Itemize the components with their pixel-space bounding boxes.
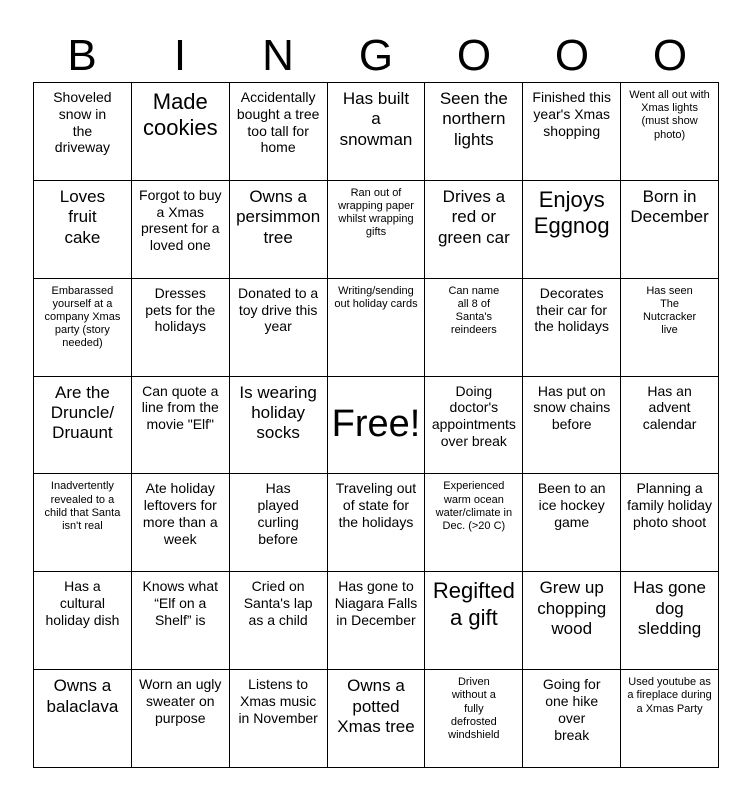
cell-text: Finished this year's Xmas shopping — [532, 89, 611, 139]
cell-text: Has a cultural holiday dish — [45, 578, 120, 628]
bingo-cell[interactable] — [328, 83, 426, 181]
bingo-cell[interactable] — [230, 670, 328, 768]
bingo-cell[interactable] — [34, 377, 132, 475]
bingo-cell[interactable] — [34, 83, 132, 181]
bingo-grid — [33, 82, 719, 768]
cell-text: Donated to a toy drive this year — [238, 284, 319, 335]
cell-text: Loves fruit cake — [59, 186, 106, 247]
free-space-label: Free! — [331, 403, 421, 446]
cell-text: Born in December — [630, 186, 709, 227]
cell-text: Knows what “Elf on a Shelf” is — [142, 578, 218, 628]
bingo-cell[interactable] — [34, 279, 132, 377]
bingo-cell[interactable] — [328, 279, 426, 377]
header-letter: I — [173, 31, 187, 80]
cell-text: Embarassed yourself at a company Xmas party (story needed) — [44, 284, 121, 350]
cell-text: Enjoys Eggnog — [533, 186, 610, 239]
cell-text: Regifted a gift — [432, 578, 515, 630]
cell-text: Has put on snow chains before — [533, 382, 611, 433]
cell-text: Been to an ice hockey game — [537, 480, 606, 531]
cell-text: Has played curling before — [257, 480, 299, 547]
cell-text: Has an advent calendar — [642, 382, 697, 433]
cell-text: Can name all 8 of Santa's reindeers — [448, 284, 500, 337]
cell-text: Planning a family holiday photo shoot — [627, 480, 712, 531]
bingo-cell[interactable] — [523, 83, 621, 181]
cell-text: Experienced warm ocean water/climate in Dec. (>20 C) — [435, 480, 513, 532]
cell-text: Grew up chopping wood — [537, 578, 607, 639]
bingo-cell[interactable] — [328, 670, 426, 768]
bingo-cell[interactable] — [230, 83, 328, 181]
header-letter: B — [67, 31, 97, 80]
cell-text: Are the Druncle/ Druaunt — [50, 382, 115, 443]
cell-text: Listens to Xmas music in November — [238, 676, 318, 726]
cell-text: Forgot to buy a Xmas present for a loved one — [139, 186, 222, 254]
bingo-cell[interactable] — [621, 572, 719, 670]
cell-text: Has gone to Niagara Falls in December — [334, 578, 418, 628]
cell-text: Seen the northern lights — [439, 89, 508, 149]
cell-text: Went all out with Xmas lights (must show photo) — [629, 89, 710, 141]
cell-text: Worn an ugly sweater on purpose — [139, 676, 222, 726]
cell-text: Ran out of wrapping paper whilst wrapping gifts — [338, 186, 414, 239]
bingo-cell[interactable] — [132, 181, 230, 279]
bingo-cell[interactable] — [34, 474, 132, 572]
bingo-cell[interactable] — [621, 181, 719, 279]
bingo-cell[interactable] — [328, 572, 426, 670]
bingo-cell[interactable] — [230, 474, 328, 572]
bingo-cell[interactable] — [621, 83, 719, 181]
free-space-cell[interactable] — [328, 377, 426, 475]
cell-text: Going for one hike over break — [542, 676, 601, 743]
cell-text: Shoveled snow in the driveway — [53, 89, 112, 156]
cell-text: Owns a balaclava — [46, 676, 119, 716]
bingo-cell[interactable] — [132, 670, 230, 768]
bingo-cell[interactable] — [425, 670, 523, 768]
bingo-cell[interactable] — [523, 572, 621, 670]
bingo-cell[interactable] — [621, 474, 719, 572]
cell-text: Driven without a fully defrosted windshield — [448, 676, 500, 741]
bingo-cell[interactable] — [621, 279, 719, 377]
cell-text: Dresses pets for the holidays — [145, 284, 216, 335]
cell-text: Can quote a line from the movie "Elf" — [141, 382, 219, 433]
bingo-cell[interactable] — [425, 181, 523, 279]
bingo-cell[interactable] — [132, 279, 230, 377]
bingo-cell[interactable] — [230, 279, 328, 377]
cell-text: Owns a potted Xmas tree — [337, 676, 415, 736]
bingo-cell[interactable] — [425, 83, 523, 181]
cell-text: Used youtube as a fireplace during a Xmas Party — [627, 676, 712, 715]
bingo-cell[interactable] — [132, 474, 230, 572]
bingo-cell[interactable] — [132, 572, 230, 670]
cell-text: Accidentally bought a tree too tall for home — [236, 89, 320, 156]
bingo-cell[interactable] — [621, 670, 719, 768]
bingo-cell[interactable] — [425, 474, 523, 572]
bingo-cell[interactable] — [230, 181, 328, 279]
bingo-cell[interactable] — [523, 181, 621, 279]
cell-text: Ate holiday leftovers for more than a week — [142, 480, 218, 547]
bingo-cell[interactable] — [523, 670, 621, 768]
cell-text: Has built a snowman — [339, 89, 413, 149]
cell-text: Traveling out of state for the holidays — [335, 480, 417, 531]
bingo-cell[interactable] — [132, 377, 230, 475]
cell-text: Drives a red or green car — [437, 186, 510, 247]
bingo-cell[interactable] — [425, 377, 523, 475]
bingo-cell[interactable] — [425, 279, 523, 377]
cell-text: Decorates their car for the holidays — [534, 284, 610, 335]
header-letter: O — [652, 31, 688, 80]
header-letter: N — [262, 31, 294, 80]
bingo-cell[interactable] — [523, 377, 621, 475]
bingo-cell[interactable] — [34, 181, 132, 279]
header-letter: O — [554, 31, 590, 80]
cell-text: Inadvertently revealed to a child that Santa isn't real — [44, 480, 121, 532]
bingo-cell[interactable] — [425, 572, 523, 670]
bingo-header — [33, 30, 719, 82]
cell-text: Has seen The Nutcracker live — [642, 284, 697, 337]
bingo-cell[interactable] — [523, 279, 621, 377]
cell-text: Made cookies — [142, 89, 218, 141]
bingo-cell[interactable] — [230, 572, 328, 670]
bingo-cell[interactable] — [621, 377, 719, 475]
header-letter: O — [456, 31, 492, 80]
cell-text: Cried on Santa's lap as a child — [243, 578, 313, 628]
cell-text: Owns a persimmon tree — [236, 186, 321, 247]
bingo-cell[interactable] — [328, 474, 426, 572]
cell-text: Writing/sending out holiday cards — [334, 284, 418, 310]
cell-text: Has gone dog sledding — [633, 578, 706, 639]
bingo-cell[interactable] — [132, 83, 230, 181]
bingo-cell[interactable] — [230, 377, 328, 475]
header-letter: G — [358, 31, 394, 80]
bingo-cell[interactable] — [34, 572, 132, 670]
cell-text: Doing doctor's appointments over break — [431, 382, 516, 449]
cell-text: Is wearing holiday socks — [239, 382, 317, 443]
bingo-cell[interactable] — [328, 181, 426, 279]
bingo-cell[interactable] — [34, 670, 132, 768]
bingo-cell[interactable] — [523, 474, 621, 572]
